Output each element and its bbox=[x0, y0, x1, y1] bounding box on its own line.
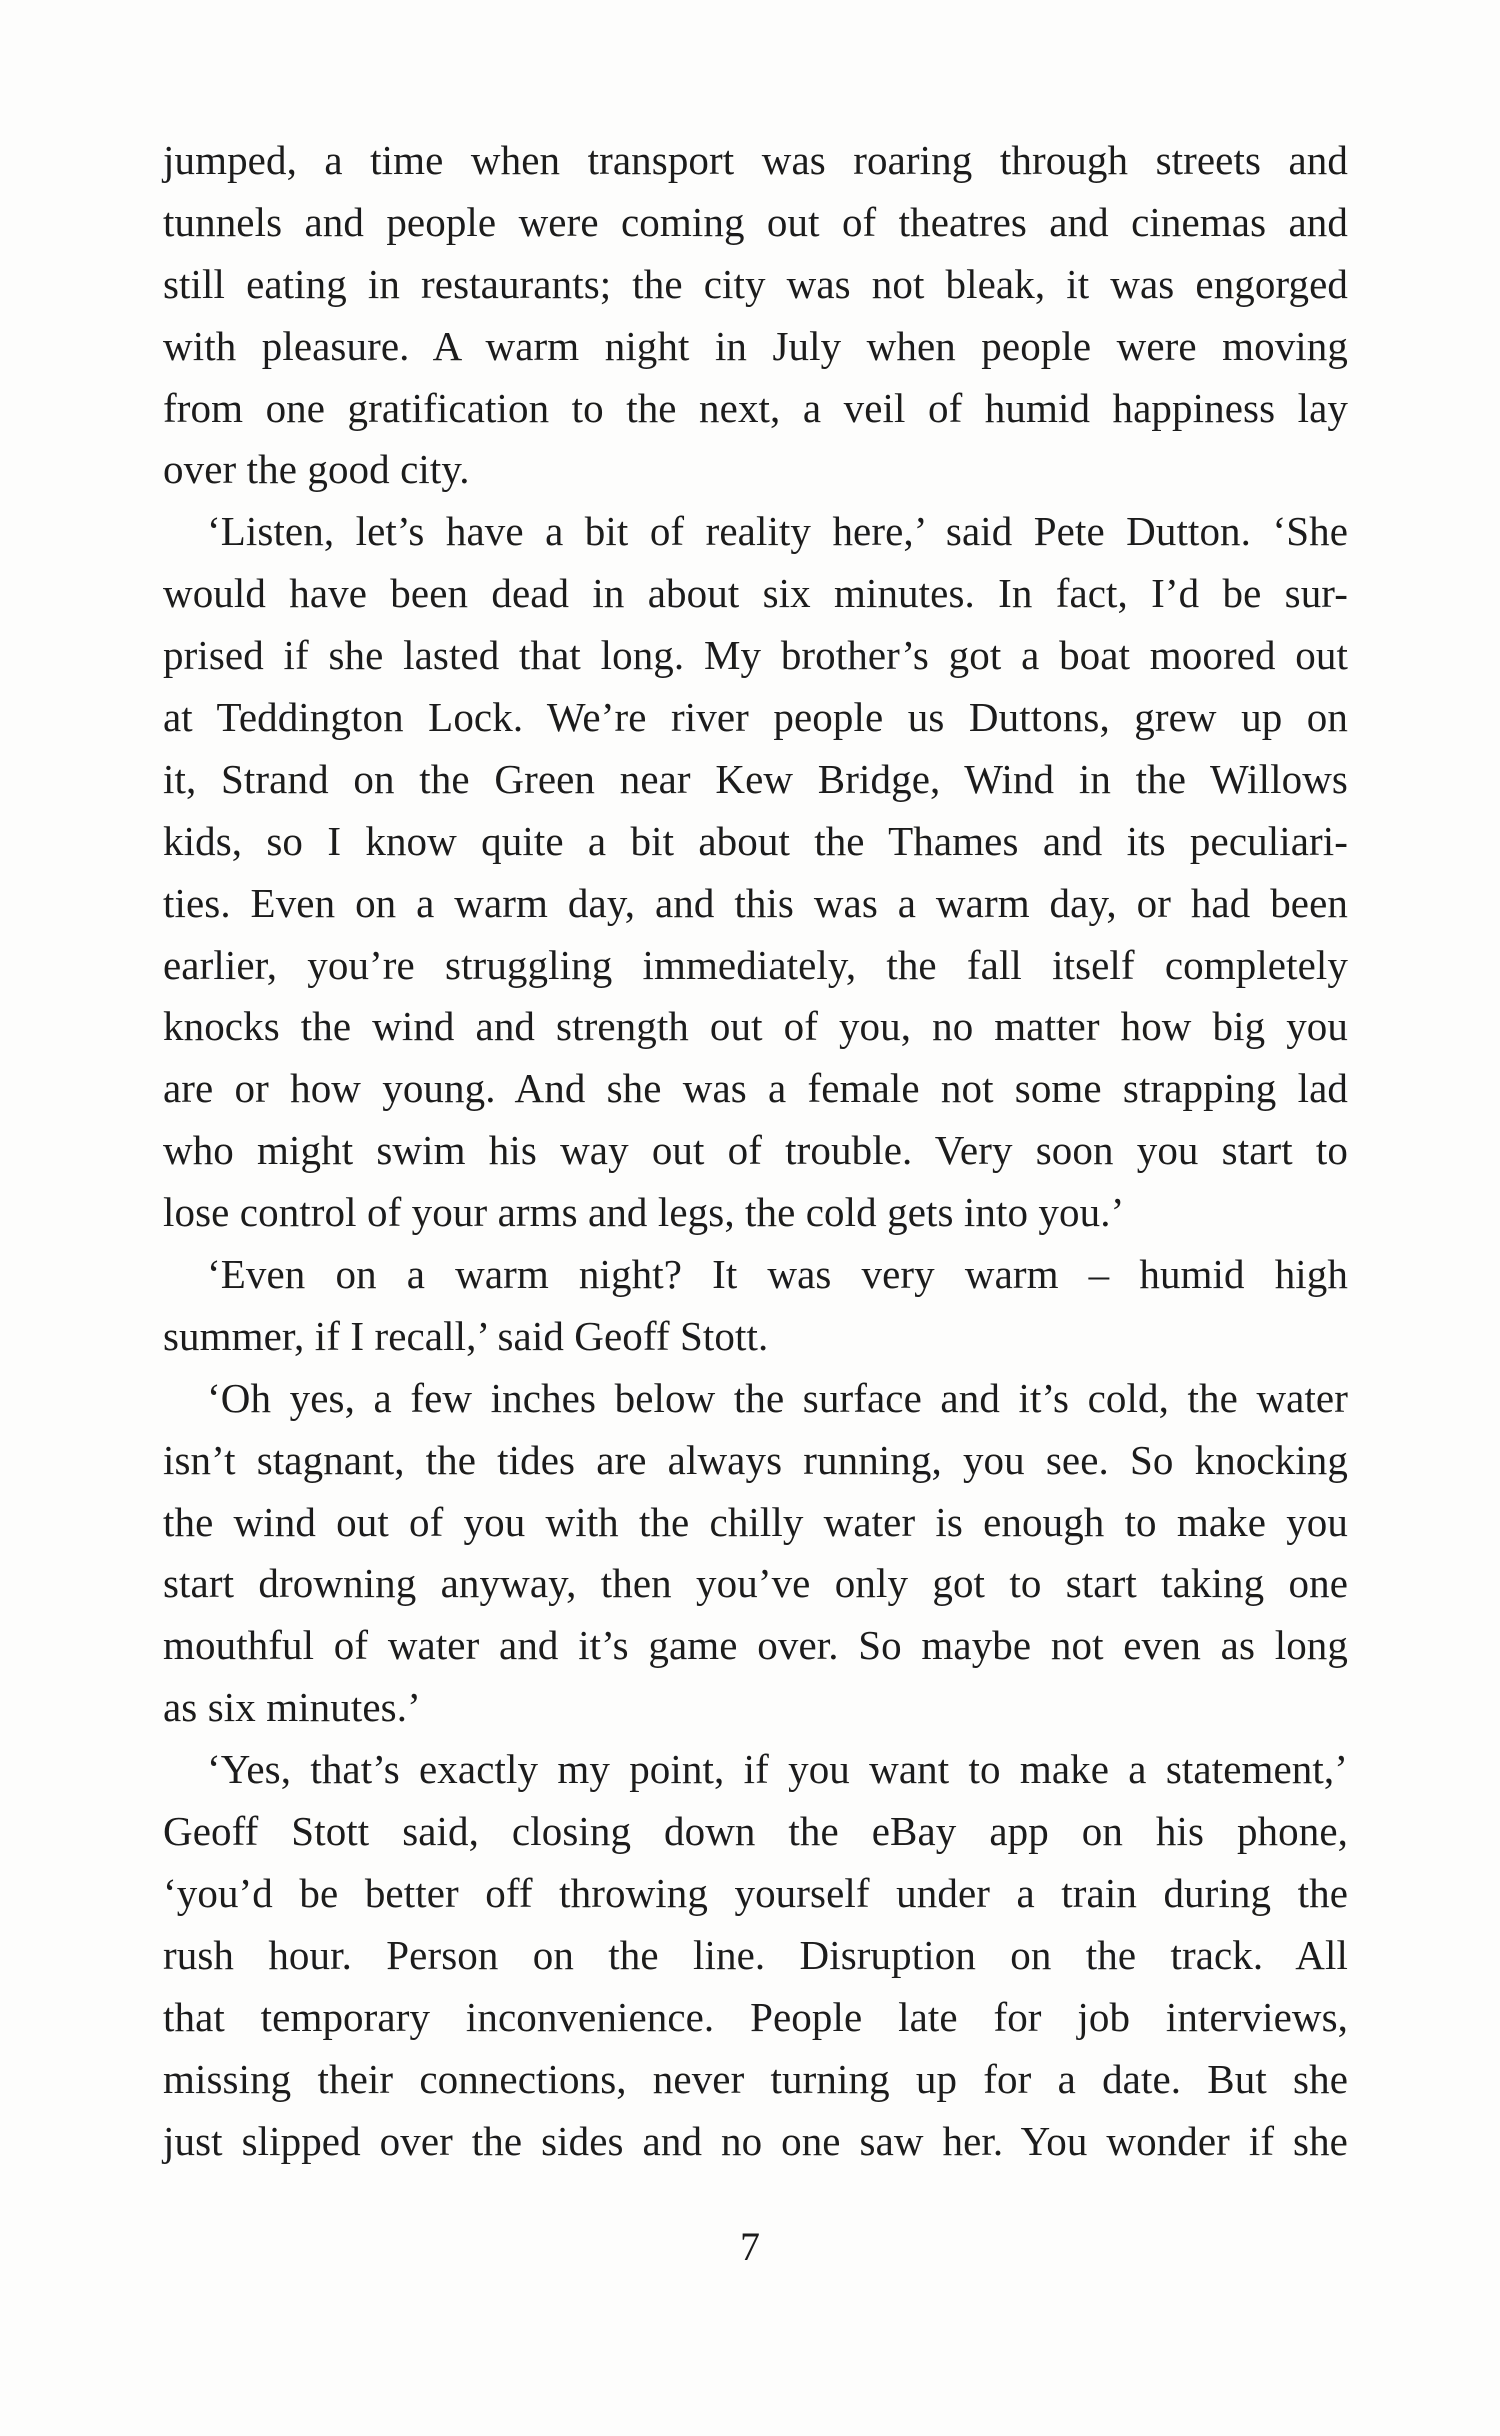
text-line: rush hour. Person on the line. Disruption on the track. All bbox=[163, 1931, 1348, 1978]
text-line: summer, if I recall,’ said Geoff Stott. bbox=[163, 1312, 769, 1359]
text-line: ‘Even on a warm night? It was very warm – humid high bbox=[207, 1251, 1348, 1298]
text-line: ‘Yes, that’s exactly my point, if you want to make a statement,’ bbox=[207, 1746, 1348, 1793]
body-text bbox=[163, 130, 1348, 2172]
text-line: missing their connections, never turning up for a date. But she bbox=[163, 2055, 1348, 2102]
text-line: ‘you’d be better off throwing yourself under a train during the bbox=[163, 1869, 1348, 1916]
text-line: kids, so I know quite a bit about the Thames and its peculiari- bbox=[163, 817, 1348, 864]
text-line: over the good city. bbox=[163, 446, 470, 493]
text-line: as six minutes.’ bbox=[163, 1684, 421, 1731]
text-line: prised if she lasted that long. My brother’s got a boat moored out bbox=[163, 632, 1348, 679]
text-line: are or how young. And she was a female not some strapping lad bbox=[163, 1065, 1348, 1112]
text-line: isn’t stagnant, the tides are always running, you see. So knocking bbox=[163, 1436, 1348, 1483]
text-line: earlier, you’re struggling immediately, the fall itself completely bbox=[163, 941, 1348, 988]
text-line: from one gratification to the next, a veil of humid happiness lay bbox=[163, 384, 1348, 431]
text-line: it, Strand on the Green near Kew Bridge, Wind in the Willows bbox=[163, 755, 1348, 802]
text-line: that temporary inconvenience. People late for job interviews, bbox=[163, 1993, 1348, 2040]
page-number: 7 bbox=[740, 2224, 760, 2269]
text-line: ‘Listen, let’s have a bit of reality here,’ said Pete Dutton. ‘She bbox=[207, 508, 1348, 555]
text-line: just slipped over the sides and no one saw her. You wonder if she bbox=[163, 2117, 1348, 2164]
text-line: who might swim his way out of trouble. Very soon you start to bbox=[163, 1127, 1348, 1174]
text-line: with pleasure. A warm night in July when people were moving bbox=[163, 322, 1348, 369]
text-line: ‘Oh yes, a few inches below the surface and it’s cold, the water bbox=[207, 1374, 1348, 1421]
text-line: start drowning anyway, then you’ve only got to start taking one bbox=[163, 1560, 1348, 1607]
text-line: at Teddington Lock. We’re river people us Duttons, grew up on bbox=[163, 694, 1348, 741]
text-line: lose control of your arms and legs, the cold gets into you.’ bbox=[163, 1189, 1125, 1236]
text-line: tunnels and people were coming out of theatres and cinemas and bbox=[163, 198, 1348, 245]
text-line: would have been dead in about six minutes. In fact, I’d be sur- bbox=[163, 570, 1348, 617]
text-line: jumped, a time when transport was roaring through streets and bbox=[163, 137, 1348, 183]
text-line: mouthful of water and it’s game over. So maybe not even as long bbox=[163, 1622, 1348, 1669]
text-line: Geoff Stott said, closing down the eBay app on his phone, bbox=[163, 1808, 1348, 1855]
text-line: the wind out of you with the chilly water is enough to make you bbox=[163, 1498, 1348, 1545]
text-line: knocks the wind and strength out of you, no matter how big you bbox=[163, 1003, 1348, 1050]
text-line: still eating in restaurants; the city was not bleak, it was engorged bbox=[163, 260, 1348, 307]
text-line: ties. Even on a warm day, and this was a warm day, or had been bbox=[163, 879, 1348, 926]
